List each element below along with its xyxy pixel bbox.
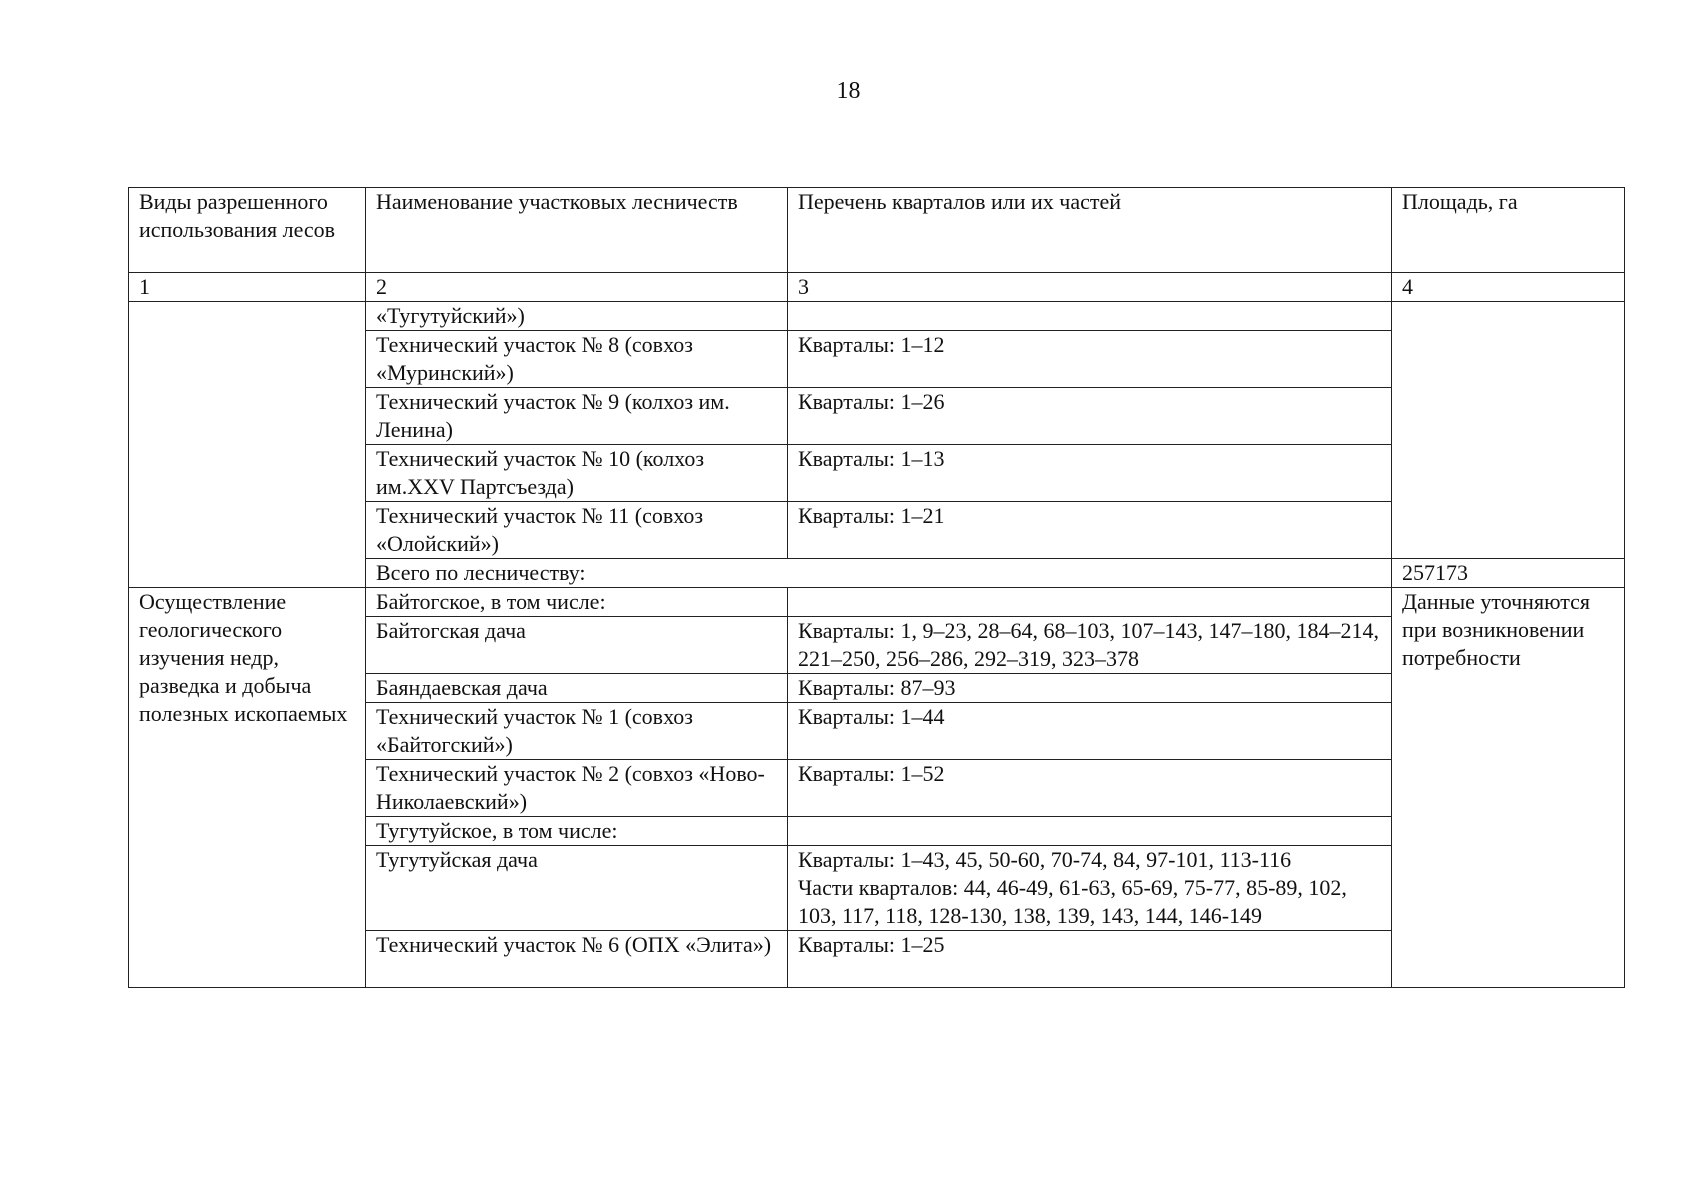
- usage-type-cell: Осуществление геологического изучения недр, разведка и добыча полезных ископаемых: [129, 588, 366, 988]
- column-number: 1: [129, 273, 366, 302]
- forestry-name: Технический участок № 10 (колхоз им.XXV Партсъезда): [366, 445, 788, 502]
- forestry-name: Технический участок № 11 (совхоз «Олойский»): [366, 502, 788, 559]
- quarters-full: Кварталы: 1–43, 45, 50-60, 70-74, 84, 97-101, 113-116: [798, 847, 1292, 872]
- usage-type-cell: [129, 302, 366, 588]
- quarters-list: Кварталы: 1–25: [788, 931, 1392, 988]
- quarters-partial: Части кварталов: 44, 46-49, 61-63, 65-69, 75-77, 85-89, 102, 103, 117, 118, 128-130, 138, 139, 143, 144, 146-149: [798, 875, 1347, 928]
- forestry-name: Технический участок № 1 (совхоз «Байтогский»): [366, 703, 788, 760]
- column-number: 4: [1392, 273, 1625, 302]
- table-header-row: [129, 188, 1625, 273]
- forest-quarters-table: [128, 187, 1625, 988]
- forestry-name: Тугутуйское, в том числе:: [366, 817, 788, 846]
- table-row: [129, 302, 1625, 331]
- header-quarters-list: Перечень кварталов или их частей: [788, 188, 1392, 273]
- quarters-list: Кварталы: 1–26: [788, 388, 1392, 445]
- forestry-name: Байтогское, в том числе:: [366, 588, 788, 617]
- column-numbers-row: [129, 273, 1625, 302]
- column-number: 3: [788, 273, 1392, 302]
- quarters-list: Кварталы: 1, 9–23, 28–64, 68–103, 107–143, 147–180, 184–214, 221–250, 256–286, 292–319, 323–378: [788, 617, 1392, 674]
- page-number: 18: [836, 78, 861, 104]
- area-cell: Данные уточняются при возникновении потребности: [1392, 588, 1625, 988]
- forestry-name: Технический участок № 6 (ОПХ «Элита»): [366, 931, 788, 988]
- total-area: 257173: [1392, 559, 1625, 588]
- forestry-name: Баяндаевская дача: [366, 674, 788, 703]
- column-number: 2: [366, 273, 788, 302]
- total-label: Всего по лесничеству:: [366, 559, 1392, 588]
- forestry-name: Байтогская дача: [366, 617, 788, 674]
- quarters-list: [788, 846, 1392, 931]
- quarters-list: [788, 817, 1392, 846]
- quarters-list: Кварталы: 1–12: [788, 331, 1392, 388]
- quarters-list: Кварталы: 1–52: [788, 760, 1392, 817]
- quarters-list: Кварталы: 1–21: [788, 502, 1392, 559]
- quarters-list: Кварталы: 87–93: [788, 674, 1392, 703]
- header-area: Площадь, га: [1392, 188, 1625, 273]
- quarters-list: Кварталы: 1–44: [788, 703, 1392, 760]
- forestry-name: Тугутуйская дача: [366, 846, 788, 931]
- forestry-name: «Тугутуйский»): [366, 302, 788, 331]
- quarters-list: Кварталы: 1–13: [788, 445, 1392, 502]
- quarters-list: [788, 588, 1392, 617]
- header-usage-types: Виды разрешенного использования лесов: [129, 188, 366, 273]
- quarters-list: [788, 302, 1392, 331]
- area-cell: [1392, 302, 1625, 559]
- forestry-name: Технический участок № 2 (совхоз «Ново-Николаевский»): [366, 760, 788, 817]
- header-forestry-names: Наименование участковых лесничеств: [366, 188, 788, 273]
- table-row: [129, 588, 1625, 617]
- forestry-name: Технический участок № 9 (колхоз им. Ленина): [366, 388, 788, 445]
- forestry-name: Технический участок № 8 (совхоз «Муринский»): [366, 331, 788, 388]
